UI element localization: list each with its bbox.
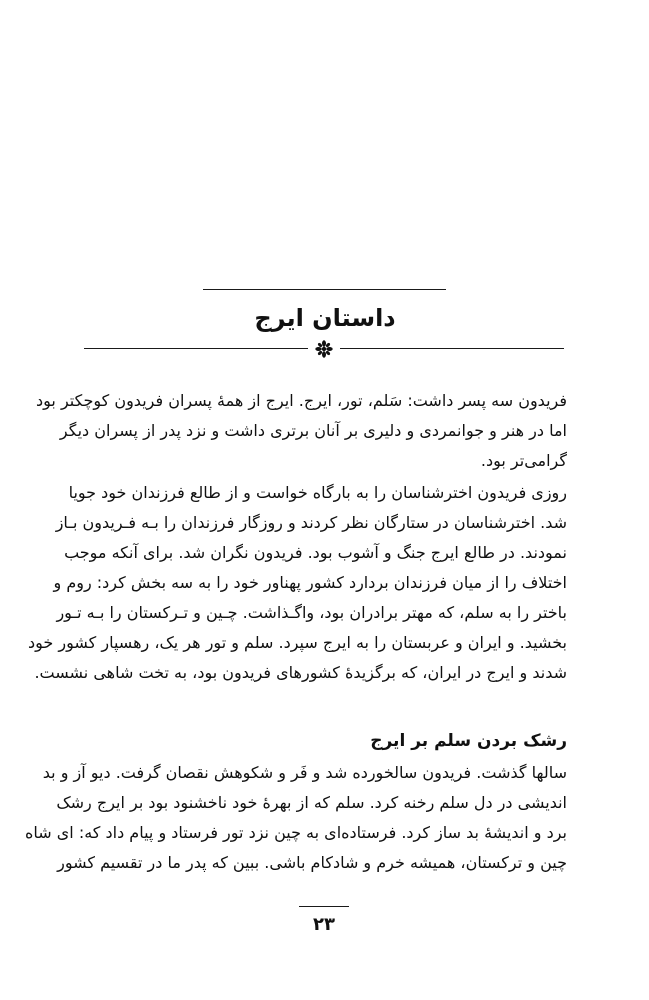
paragraph-line: اندیشی در دل سلم رخنه کرد. سلم که از بهرهٔ خود ناخشنود بود بر ایرج رشک [56, 793, 567, 812]
paragraph-line: چین و ترکستان، همیشه خرم و شادکام باشی. ببین که پدر ما در تقسیم کشور [57, 853, 567, 872]
chapter-title: داستان ایرج [254, 304, 396, 332]
paragraph-line: روزی فریدون اخترشناسان را به بارگاه خواست و از طالع فرزندان خود جویا [68, 483, 567, 502]
paragraph-line: شدند و ایرج در ایران، که برگزیدهٔ کشورهای فریدون بود، به تخت شاهی نشست. [34, 663, 567, 682]
title-top-rule [203, 289, 446, 290]
paragraph-line: گرامی‌تر بود. [480, 451, 567, 470]
divider-line-left [84, 348, 308, 349]
paragraph-line: نمودند. در طالع ایرج جنگ و آشوب بود. فریدون نگران شد. برای آنکه موجب [64, 543, 567, 562]
paragraph-line: برد و اندیشهٔ بد ساز کرد. فرستاده‌ای به چین نزد تور فرستاد و پیام داد که: ای شاه [25, 823, 567, 842]
section-heading: رشک بردن سلم بر ایرج [370, 731, 567, 751]
paragraph-1 [36, 386, 567, 476]
paragraph-2 [28, 478, 567, 688]
paragraph-line: اما در هنر و جوانمردی و دلیری بر آنان برتری داشت و نزد پدر از پسران دیگر [59, 421, 567, 440]
title-ornament-divider [84, 339, 564, 359]
flower-ornament-icon [312, 339, 336, 359]
divider-line-right [340, 348, 564, 349]
paragraph-line: باختر را به سلم، که مهتر برادران بود، واگـذاشت. چـین و تـرکستان را بـه تـور [56, 603, 567, 622]
paragraph-line: سالها گذشت. فریدون سالخورده شد و فَر و شکوهش نقصان گرفت. دیو آز و بد [42, 763, 567, 782]
paragraph-line: بخشید. و ایران و عربستان را به ایرج سپرد. سلم و تور هر یک، رهسپار کشور خود [28, 633, 567, 652]
page-number-rule [299, 906, 349, 907]
paragraph-line: شد. اخترشناسان در ستارگان نظر کردند و روزگار فرزندان را بـه فـریدون بـاز [55, 513, 567, 532]
paragraph-line: فریدون سه پسر داشت: سَلم، تور، ایرج. ایرج از همهٔ پسران فریدون کوچکتر بود [36, 391, 567, 410]
page-number: ۲۳ [313, 914, 335, 935]
paragraph-line: اختلاف را از میان فرزندان بردارد کشور پهناور خود را به سه بخش کرد: روم و [53, 573, 567, 592]
section-paragraph [25, 758, 567, 878]
